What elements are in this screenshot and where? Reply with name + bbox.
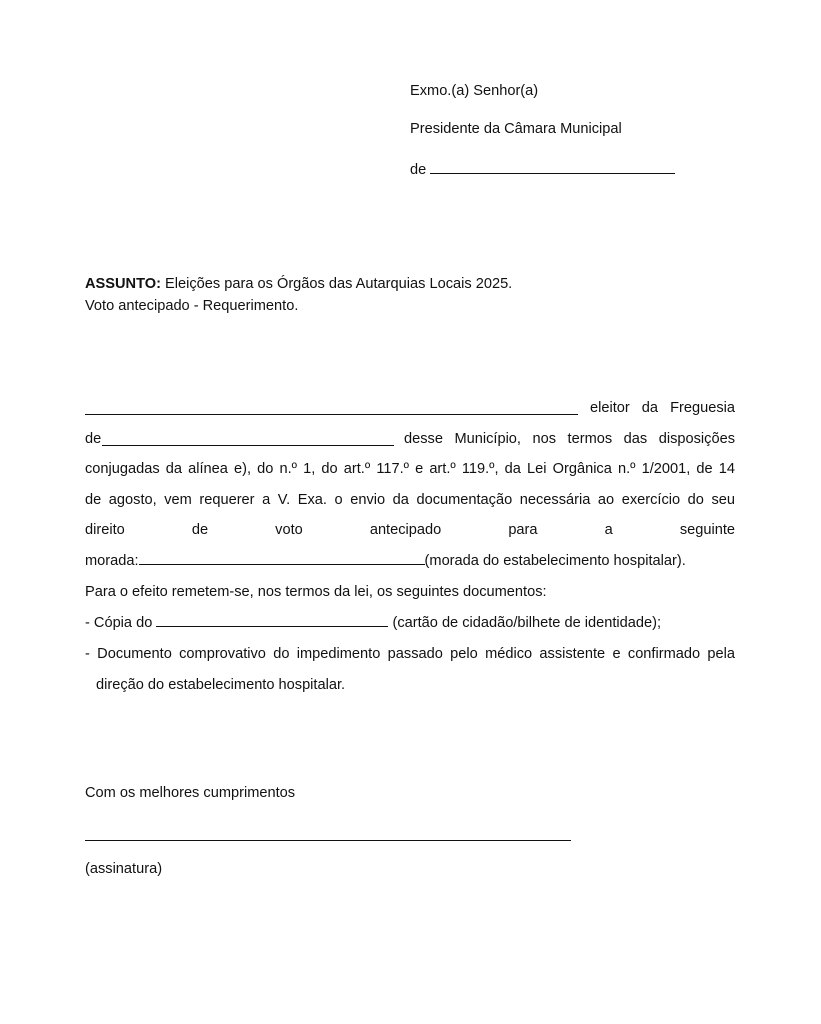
signature-blank[interactable] <box>85 840 571 841</box>
municipality-blank[interactable] <box>430 172 675 174</box>
body-line-8 <box>85 615 661 631</box>
parish-blank[interactable] <box>102 445 394 446</box>
body-line-9: - Documento comprovativo do impedimento passado pelo médico assistente e confirmado pela <box>85 646 735 662</box>
body-line-1-suffix: eleitor da Freguesia <box>590 400 735 416</box>
body-line-10: direção do estabelecimento hospitalar. <box>96 677 346 693</box>
copia-hint: (cartão de cidadão/bilhete de identidade); <box>392 615 662 631</box>
body-line-2-suffix: desse Município, nos termos das disposições <box>404 431 735 447</box>
body-line-2-prefix: de <box>85 431 102 447</box>
document-type-blank[interactable] <box>156 625 388 627</box>
addressee-line-1: Exmo.(a) Senhor(a) <box>410 83 539 99</box>
addressee-line-3 <box>410 162 675 178</box>
copia-label: - Cópia do <box>85 615 153 631</box>
addressee-line-2: Presidente da Câmara Municipal <box>410 121 622 137</box>
closing-text: Com os melhores cumprimentos <box>85 785 296 801</box>
body-line-6 <box>85 553 686 569</box>
subject-line <box>85 276 512 292</box>
signature-label: (assinatura) <box>85 861 163 877</box>
address-blank[interactable] <box>139 563 425 565</box>
morada-label: morada: <box>85 553 139 569</box>
subject-line-2: Voto antecipado - Requerimento. <box>85 298 299 314</box>
subject-label: ASSUNTO: <box>85 276 161 292</box>
name-blank[interactable] <box>85 414 578 415</box>
body-line-4: de agosto, vem requerer a V. Exa. o envio da documentação necessária ao exercício do seu <box>85 492 735 508</box>
subject-text: Eleições para os Órgãos das Autarquias Locais 2025. <box>165 276 513 292</box>
morada-hint: (morada do estabelecimento hospitalar). <box>424 553 686 569</box>
body-line-3: conjugadas da alínea e), do n.º 1, do art.º 117.º e art.º 119.º, da Lei Orgânica n.º 1/2001, de 14 <box>85 461 735 477</box>
addressee-de-label: de <box>410 162 427 178</box>
body-line-5: direito de voto antecipado para a seguinte <box>85 522 735 538</box>
body-line-7: Para o efeito remetem-se, nos termos da lei, os seguintes documentos: <box>85 584 547 600</box>
